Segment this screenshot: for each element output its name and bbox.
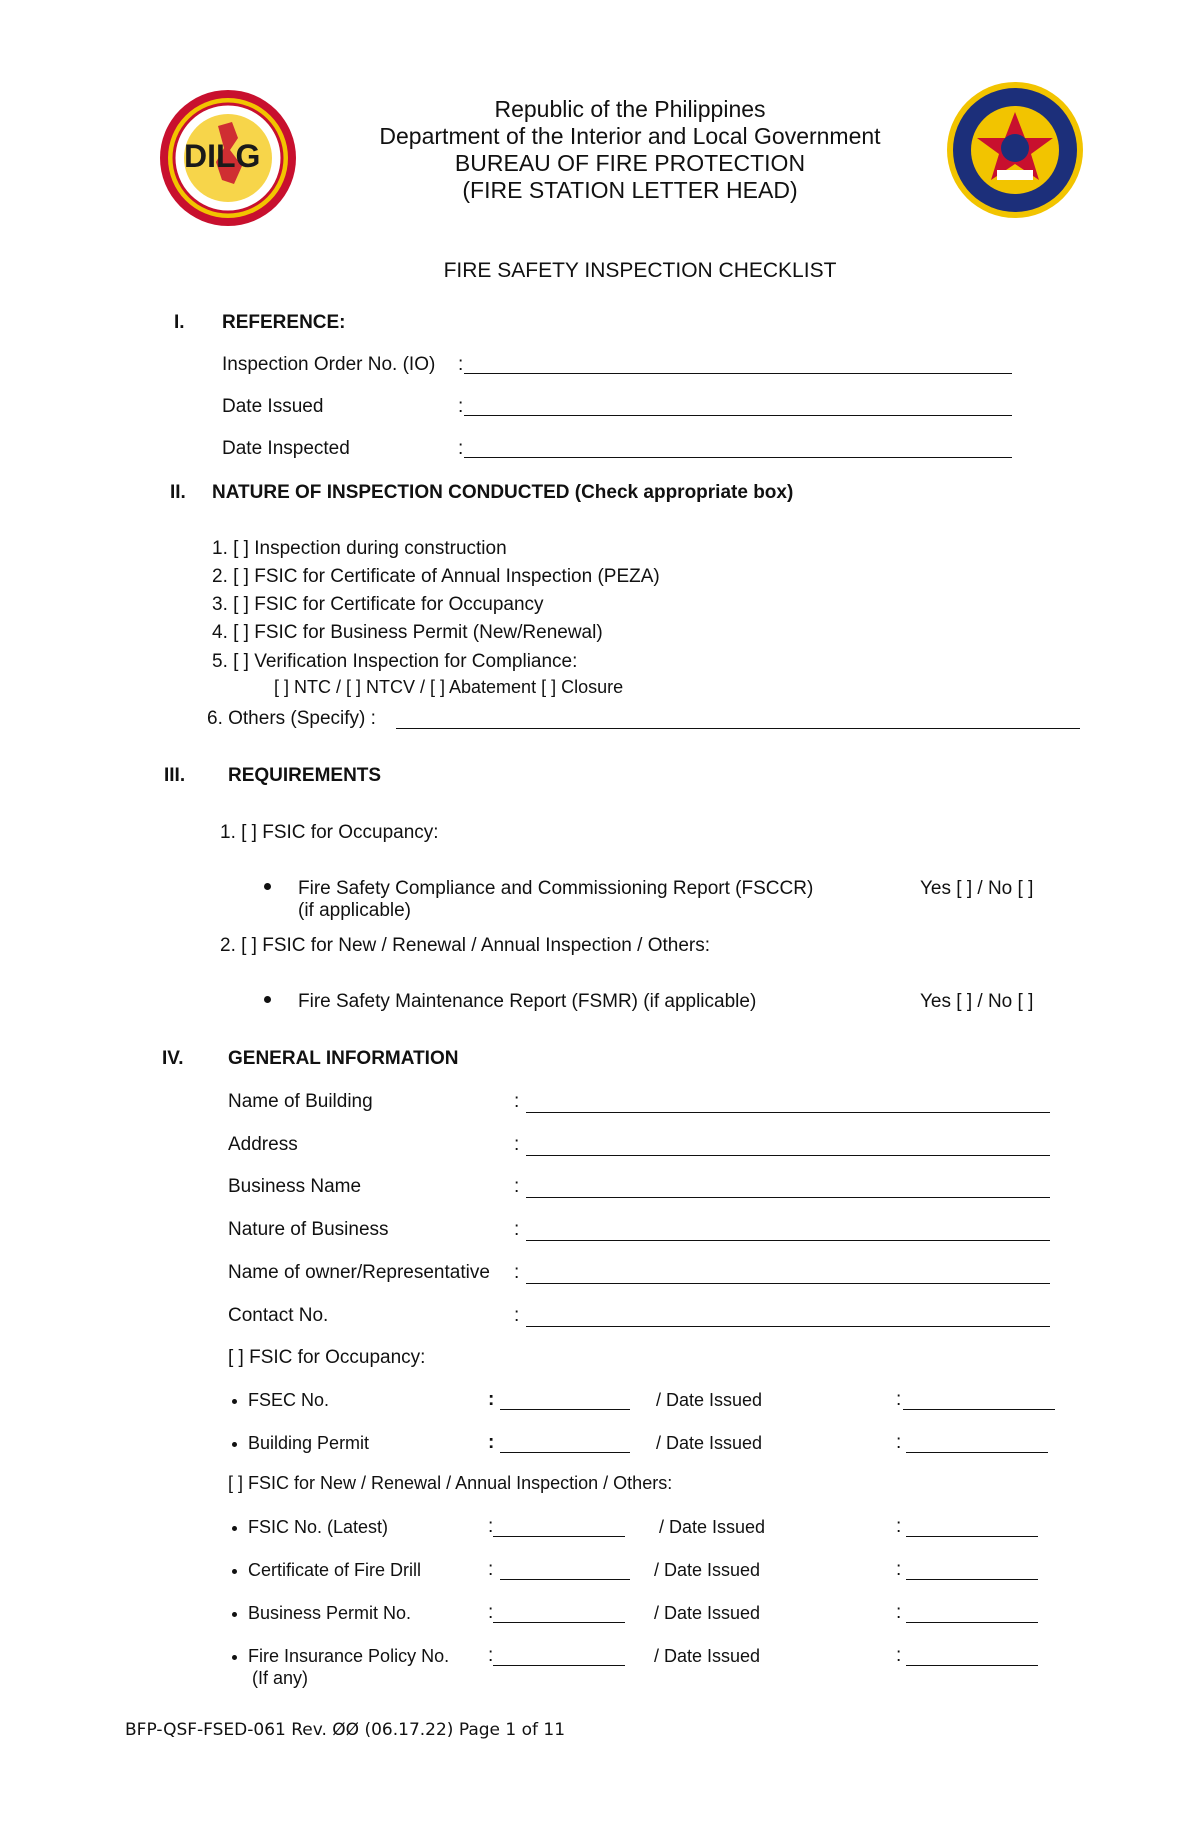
owner-representative-label: Name of owner/Representative: [228, 1262, 490, 1283]
section-4-heading: GENERAL INFORMATION: [228, 1048, 459, 1069]
building-name-field[interactable]: [526, 1112, 1050, 1113]
date-inspected-label: Date Inspected: [222, 438, 350, 459]
business-permit-date-colon: :: [896, 1602, 902, 1623]
fsec-date-field[interactable]: [903, 1409, 1055, 1410]
fire-drill-label: Certificate of Fire Drill: [248, 1560, 422, 1580]
fsec-number-field[interactable]: [500, 1409, 630, 1410]
date-issued-colon: :: [458, 396, 464, 417]
fsic-date-field[interactable]: [906, 1536, 1038, 1537]
section-3-heading: REQUIREMENTS: [228, 765, 382, 786]
header-line-4: (FIRE STATION LETTER HEAD): [462, 177, 798, 203]
nature-of-business-label: Nature of Business: [228, 1219, 389, 1240]
owner-representative-field[interactable]: [526, 1283, 1050, 1284]
business-name-field[interactable]: [526, 1197, 1050, 1198]
contact-number-colon: :: [514, 1305, 520, 1326]
fsec-number-colon: :: [488, 1389, 495, 1410]
nature-of-business-field[interactable]: [526, 1240, 1050, 1241]
address-label: Address: [228, 1134, 298, 1155]
fire-insurance-if-any: (If any): [252, 1668, 309, 1688]
bullet-icon: [232, 1655, 237, 1660]
fsccr-requirement: Fire Safety Compliance and Commissioning Report (FSCCR): [298, 878, 814, 899]
fire-drill-field[interactable]: [500, 1579, 630, 1580]
inspection-type-3[interactable]: 3. [ ] FSIC for Certificate for Occupancy: [212, 594, 544, 615]
fsic-number-field[interactable]: [493, 1536, 625, 1537]
building-permit-date-field[interactable]: [906, 1452, 1048, 1453]
bullet-icon: [232, 1442, 237, 1447]
business-permit-number-field[interactable]: [493, 1622, 625, 1623]
inspection-type-1[interactable]: 1. [ ] Inspection during construction: [212, 538, 507, 559]
document-title: FIRE SAFETY INSPECTION CHECKLIST: [443, 259, 837, 282]
section-3-number: III.: [164, 765, 186, 786]
owner-representative-colon: :: [514, 1262, 520, 1283]
bullet-icon: [232, 1399, 237, 1404]
dilg-logo-text: DILG: [184, 138, 261, 174]
fire-insurance-label: Fire Insurance Policy No.: [248, 1646, 450, 1666]
fsic-number-colon: :: [488, 1516, 494, 1537]
fsec-date-label: / Date Issued: [656, 1390, 763, 1410]
building-permit-label: Building Permit: [248, 1433, 370, 1453]
business-name-colon: :: [514, 1176, 520, 1197]
fire-drill-date-colon: :: [896, 1559, 902, 1580]
address-colon: :: [514, 1134, 520, 1155]
building-permit-field[interactable]: [500, 1452, 630, 1453]
building-permit-date-label: / Date Issued: [656, 1433, 763, 1453]
bullet-icon: [232, 1612, 237, 1617]
bullet-icon: [264, 883, 271, 890]
bullet-icon: [264, 996, 271, 1003]
fsic-date-label: / Date Issued: [659, 1517, 766, 1537]
fire-insurance-colon: :: [488, 1645, 494, 1666]
fire-drill-date-label: / Date Issued: [654, 1560, 761, 1580]
business-name-label: Business Name: [228, 1176, 362, 1197]
business-permit-number-label: Business Permit No.: [248, 1603, 412, 1623]
fire-insurance-date-label: / Date Issued: [654, 1646, 761, 1666]
fsic-date-colon: :: [896, 1516, 902, 1537]
address-field[interactable]: [526, 1155, 1050, 1156]
inspection-type-5[interactable]: 5. [ ] Verification Inspection for Compliance:: [212, 651, 578, 672]
contact-number-label: Contact No.: [228, 1305, 329, 1326]
date-issued-field[interactable]: [464, 415, 1012, 416]
building-name-colon: :: [514, 1091, 520, 1112]
section-1-heading: REFERENCE:: [222, 312, 346, 333]
io-number-label: Inspection Order No. (IO): [222, 354, 436, 375]
building-permit-date-colon: :: [896, 1432, 902, 1453]
section-4-number: IV.: [162, 1048, 184, 1069]
bullet-icon: [232, 1569, 237, 1574]
verification-options[interactable]: [ ] NTC / [ ] NTCV / [ ] Abatement [ ] Closure: [274, 677, 624, 697]
business-permit-date-field[interactable]: [906, 1622, 1038, 1623]
io-number-colon: :: [458, 354, 464, 375]
fsec-number-label: FSEC No.: [248, 1390, 330, 1410]
section-2-number: II.: [170, 482, 186, 503]
fsccr-applicable: (if applicable): [298, 900, 411, 921]
business-permit-date-label: / Date Issued: [654, 1603, 761, 1623]
occupancy-heading[interactable]: [ ] FSIC for Occupancy:: [228, 1347, 426, 1368]
requirement-1[interactable]: 1. [ ] FSIC for Occupancy:: [220, 822, 439, 843]
requirement-2[interactable]: 2. [ ] FSIC for New / Renewal / Annual Inspection / Others:: [220, 935, 711, 956]
bullet-icon: [232, 1526, 237, 1531]
date-inspected-colon: :: [458, 438, 464, 459]
fsmr-yes-no[interactable]: Yes [ ] / No [ ]: [920, 991, 1034, 1012]
fsec-date-colon: :: [896, 1389, 902, 1410]
fsic-number-label: FSIC No. (Latest): [248, 1517, 389, 1537]
fire-drill-date-field[interactable]: [906, 1579, 1038, 1580]
fsccr-yes-no[interactable]: Yes [ ] / No [ ]: [920, 878, 1034, 899]
inspection-type-2[interactable]: 2. [ ] FSIC for Certificate of Annual Inspection (PEZA): [212, 566, 660, 587]
fire-drill-colon: :: [488, 1559, 494, 1580]
header-line-3: BUREAU OF FIRE PROTECTION: [454, 150, 806, 176]
others-specify-field[interactable]: [396, 728, 1080, 729]
page-footer: BFP-QSF-FSED-061 Rev. ØØ (06.17.22) Page 1 of 11: [125, 1720, 566, 1740]
building-permit-colon: :: [488, 1432, 495, 1453]
header-line-2: Department of the Interior and Local Government: [379, 123, 881, 149]
contact-number-field[interactable]: [526, 1326, 1050, 1327]
header-line-1: Republic of the Philippines: [494, 96, 766, 122]
building-name-label: Name of Building: [228, 1091, 373, 1112]
fire-insurance-date-colon: :: [896, 1645, 902, 1666]
date-inspected-field[interactable]: [464, 457, 1012, 458]
section-2-heading: NATURE OF INSPECTION CONDUCTED (Check appropriate box): [212, 482, 794, 503]
renewal-heading[interactable]: [ ] FSIC for New / Renewal / Annual Inspection / Others:: [228, 1473, 673, 1493]
fire-insurance-date-field[interactable]: [906, 1665, 1038, 1666]
section-1-number: I.: [174, 312, 185, 333]
others-specify-label: 6. Others (Specify) :: [207, 708, 376, 729]
date-issued-label: Date Issued: [222, 396, 324, 417]
nature-of-business-colon: :: [514, 1219, 520, 1240]
io-number-field[interactable]: [464, 373, 1012, 374]
fsmr-requirement: Fire Safety Maintenance Report (FSMR) (if applicable): [298, 991, 757, 1012]
fire-insurance-field[interactable]: [493, 1665, 625, 1666]
business-permit-number-colon: :: [488, 1602, 494, 1623]
inspection-type-4[interactable]: 4. [ ] FSIC for Business Permit (New/Renewal): [212, 622, 603, 643]
